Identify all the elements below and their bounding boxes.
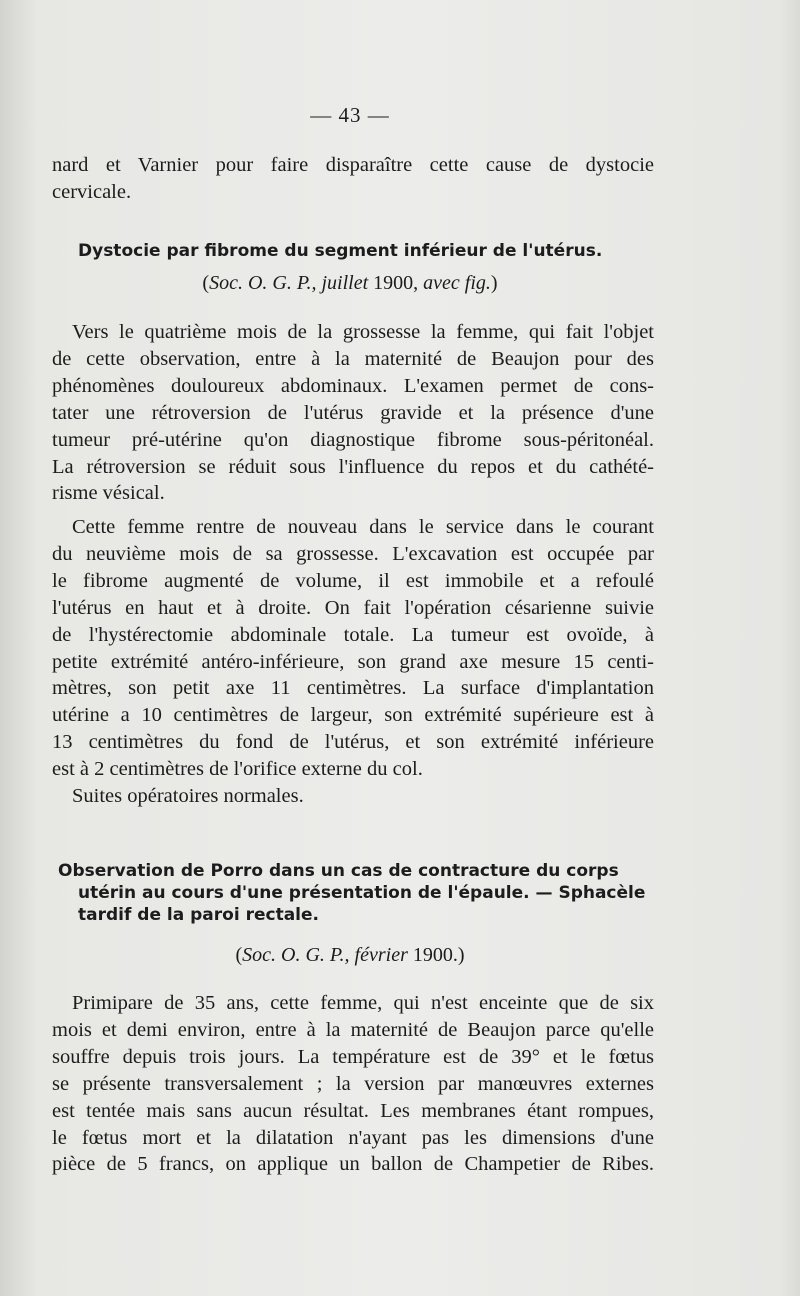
text-line: se présente transversalement ; la version par manœuvres externes [52, 1072, 654, 1095]
section-2-paragraph-1 [52, 990, 654, 1178]
continuation-text [52, 152, 654, 206]
text-line: mois et demi environ, entre à la maternité de Beaujon parce qu'elle [52, 1018, 654, 1041]
text-line: tater une rétroversion de l'utérus gravide et la présence d'une [52, 401, 654, 424]
text-line: phénomènes douloureux abdominaux. L'examen permet de cons- [52, 374, 654, 397]
text-line: est à 2 centimètres de l'orifice externe du col. [52, 758, 423, 781]
text-line: Vers le quatrième mois de la grossesse la femme, qui fait l'objet [72, 321, 654, 343]
text-line: utérine a 10 centimètres de largeur, son extrémité supérieure est à [52, 704, 654, 727]
text-line: du neuvième mois de sa grossesse. L'excavation est occupée par [52, 542, 654, 565]
text-line: de l'hystérectomie abdominale totale. La tumeur est ovoïde, à [52, 623, 654, 646]
text-line: l'utérus en haut et à droite. On fait l'opération césarienne suivie [52, 596, 654, 619]
text-line: Cette femme rentre de nouveau dans le service dans le courant [72, 516, 654, 538]
section-1-title: Dystocie par fibrome du segment inférieur de l'utérus. [78, 241, 603, 261]
text-line: cervicale. [52, 180, 132, 203]
section-1-paragraph-2 [52, 514, 654, 810]
citation-year: 1900. [412, 944, 458, 966]
text-line: le fibrome augmenté de volume, il est immobile et a refoulé [52, 569, 654, 592]
text-line: Suites opératoires normales. [72, 785, 304, 808]
text-line: petite extrémité antéro-inférieure, son grand axe mesure 15 centi- [52, 650, 654, 673]
text-line: risme vésical. [52, 482, 165, 505]
citation-year: 1900, [373, 272, 419, 294]
text-line: souffre depuis trois jours. La température est de 39° et le fœtus [52, 1045, 654, 1068]
text-line: Primipare de 35 ans, cette femme, qui n'est enceinte que de six [72, 992, 654, 1014]
text-line: mètres, son petit axe 11 centimètres. La surface d'implantation [52, 677, 654, 700]
text-line: 13 centimètres du fond de l'utérus, et son extrémité inférieure [52, 731, 654, 754]
text-line: nard et Varnier pour faire disparaître cette cause de dystocie [52, 154, 654, 176]
citation-source: Soc. O. G. P., février [242, 944, 408, 966]
text-line: le fœtus mort et la dilatation n'ayant pas les dimensions d'une [52, 1126, 654, 1149]
section-2-citation: (Soc. O. G. P., février 1900.) [235, 944, 465, 966]
citation-note: avec fig. [423, 272, 491, 294]
section-2-title: Observation de Porro dans un cas de contracture du corps utérin au cours d'une présentation de l'épaule. — Sphacèle tardif de la paroi rectale. [58, 861, 646, 925]
section-1-citation: (Soc. O. G. P., juillet 1900, avec fig.) [202, 272, 498, 294]
text-line: tumeur pré-utérine qu'on diagnostique fibrome sous-péritonéal. [52, 428, 654, 451]
text-line: est tentée mais sans aucun résultat. Les membranes étant rompues, [52, 1099, 654, 1122]
page-number: — 43 — [310, 103, 390, 127]
text-line: de cette observation, entre à la maternité de Beaujon pour des [52, 347, 654, 370]
text-line: pièce de 5 francs, on applique un ballon de Champetier de Ribes. [52, 1153, 654, 1176]
citation-source: Soc. O. G. P., juillet [209, 272, 369, 294]
section-1-paragraph-1 [52, 319, 654, 507]
text-line: La rétroversion se réduit sous l'influence du repos et du cathété- [52, 455, 654, 478]
